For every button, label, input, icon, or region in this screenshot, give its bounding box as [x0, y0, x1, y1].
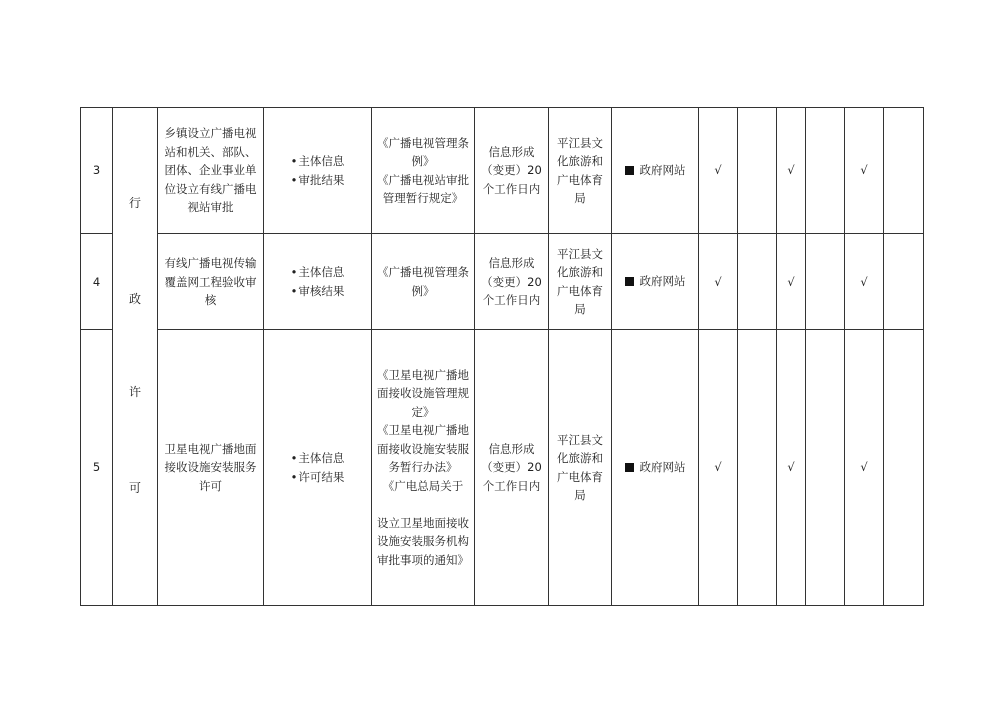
check-cell: √	[777, 330, 806, 606]
item-cell	[158, 234, 264, 330]
channel-label: 政府网站	[639, 460, 686, 475]
content-cell	[264, 330, 372, 606]
basis-line: 《广播电视站审批管理暂行规定》	[377, 172, 469, 206]
row-number: 5	[81, 330, 113, 606]
check-cell	[806, 108, 845, 234]
disclosure-table	[80, 107, 924, 606]
channel-cell	[612, 234, 699, 330]
content-item: • 审批结果	[291, 171, 345, 190]
item-name: 乡镇设立广播电视站和机关、部队、团体、企业事业单位设立有线广播电视站审批	[164, 126, 257, 215]
basis-line: 设立卫星地面接收设施安装服务机构审批事项的通知》	[377, 515, 469, 567]
check-cell: √	[845, 330, 884, 606]
basis-line: 《广播电视管理条例》	[377, 135, 469, 169]
basis-gap	[376, 495, 470, 514]
check-cell: √	[845, 234, 884, 330]
check-cell: √	[699, 108, 738, 234]
item-name: 有线广播电视传输覆盖网工程验收审核	[164, 256, 257, 308]
basis-cell	[372, 108, 475, 234]
basis-line: 《卫星电视广播地面接收设施管理规定》	[377, 367, 469, 419]
basis-line: 《卫星电视广播地面接收设施安装服务暂行办法》	[377, 423, 469, 475]
time-cell	[475, 234, 549, 330]
table-row	[81, 330, 924, 606]
item-name: 卫星电视广播地面接收设施安装服务许可	[164, 441, 257, 493]
content-cell	[264, 108, 372, 234]
check-cell: √	[699, 234, 738, 330]
time-limit: 信息形成（变更）20个工作日内	[481, 144, 542, 196]
basis-cell	[372, 234, 475, 330]
category-cell	[113, 108, 158, 606]
check-cell	[806, 330, 845, 606]
check-cell	[884, 234, 924, 330]
row-number: 4	[81, 234, 113, 330]
channel-label: 政府网站	[639, 163, 686, 177]
category-char: 可	[128, 481, 141, 495]
check-cell	[738, 330, 777, 606]
check-cell	[884, 108, 924, 234]
channel-cell	[612, 108, 699, 234]
black-square-icon	[625, 166, 634, 175]
basis-line: 《广电总局关于	[382, 478, 464, 493]
dept-cell	[549, 234, 612, 330]
content-item: • 许可结果	[291, 468, 345, 487]
time-cell	[475, 108, 549, 234]
black-square-icon	[625, 463, 634, 472]
time-limit: 信息形成（变更）20个工作日内	[481, 256, 542, 308]
check-cell: √	[845, 108, 884, 234]
check-cell: √	[777, 108, 806, 234]
dept-cell	[549, 108, 612, 234]
check-cell	[738, 108, 777, 234]
check-cell: √	[777, 234, 806, 330]
item-cell	[158, 108, 264, 234]
department: 平江县文化旅游和广电体育局	[557, 246, 603, 317]
dept-cell	[549, 330, 612, 606]
check-cell	[738, 234, 777, 330]
content-item: • 主体信息	[291, 449, 345, 468]
check-cell	[884, 330, 924, 606]
time-cell	[475, 330, 549, 606]
category-char: 许	[128, 385, 141, 399]
channel-label: 政府网站	[639, 274, 686, 289]
category-char: 政	[128, 292, 141, 306]
black-square-icon	[625, 277, 634, 286]
content-cell	[264, 234, 372, 330]
check-cell: √	[699, 330, 738, 606]
content-item: • 主体信息	[291, 263, 345, 282]
row-number: 3	[81, 108, 113, 234]
content-item: • 审核结果	[291, 282, 345, 301]
basis-line: 《广播电视管理条例》	[377, 265, 469, 298]
category-char: 行	[128, 196, 141, 210]
content-item: • 主体信息	[291, 152, 345, 171]
time-limit: 信息形成（变更）20个工作日内	[481, 441, 542, 493]
check-cell	[806, 234, 845, 330]
table-row	[81, 108, 924, 234]
basis-cell	[372, 330, 475, 606]
item-cell	[158, 330, 264, 606]
table-row	[81, 234, 924, 330]
channel-cell	[612, 330, 699, 606]
department: 平江县文化旅游和广电体育局	[557, 432, 603, 503]
department: 平江县文化旅游和广电体育局	[557, 135, 603, 206]
